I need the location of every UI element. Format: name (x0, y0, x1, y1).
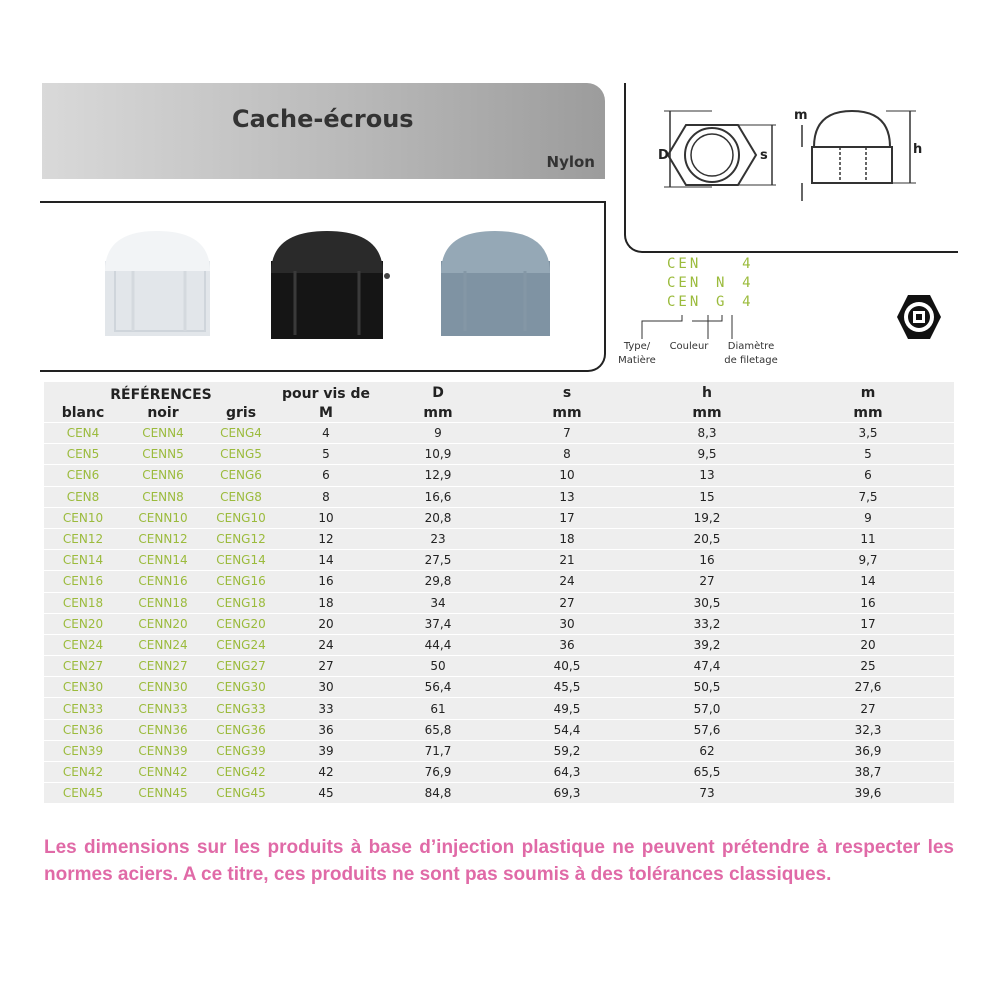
value-cell: 19,2 (632, 507, 782, 528)
table-row (44, 444, 954, 465)
value-cell: 27,5 (374, 550, 502, 571)
reference-cell: CEN36 (44, 719, 122, 740)
reference-cell: CEN20 (44, 613, 122, 634)
value-cell: 23 (374, 528, 502, 549)
value-cell: 69,3 (502, 783, 632, 804)
value-cell: 14 (278, 550, 374, 571)
value-cell: 27 (278, 656, 374, 677)
value-cell: 7 (502, 423, 632, 444)
value-cell: 3,5 (782, 423, 954, 444)
reference-cell: CENG12 (204, 528, 278, 549)
table-row (44, 613, 954, 634)
reference-cell: CEN33 (44, 698, 122, 719)
reference-cell: CENN14 (122, 550, 204, 571)
value-cell: 20 (782, 634, 954, 655)
technical-diagram (624, 83, 958, 253)
reference-cell: CENG30 (204, 677, 278, 698)
reference-cell: CENG8 (204, 486, 278, 507)
reference-cell: CENG18 (204, 592, 278, 613)
reference-cell: CEN6 (44, 465, 122, 486)
value-cell: 56,4 (374, 677, 502, 698)
value-cell: 8 (502, 444, 632, 465)
legend-type-label: Type/ Matière (618, 341, 656, 366)
reference-cell: CENG45 (204, 783, 278, 804)
value-cell: 21 (502, 550, 632, 571)
reference-cell: CEN12 (44, 528, 122, 549)
value-cell: 76,9 (374, 762, 502, 783)
table-row (44, 592, 954, 613)
dimension-drawing (626, 83, 956, 248)
value-cell: 73 (632, 783, 782, 804)
table-row (44, 528, 954, 549)
reference-cell: CEN42 (44, 762, 122, 783)
table-row (44, 783, 954, 804)
value-cell: 16 (782, 592, 954, 613)
value-cell: 13 (632, 465, 782, 486)
reference-cell: CENN39 (122, 740, 204, 761)
table-row (44, 571, 954, 592)
value-cell: 65,8 (374, 719, 502, 740)
reference-cell: CENN18 (122, 592, 204, 613)
value-cell: 8 (278, 486, 374, 507)
value-cell: 54,4 (502, 719, 632, 740)
col-h-header: h (632, 382, 782, 404)
value-cell: 65,5 (632, 762, 782, 783)
dim-s-label: s (760, 148, 768, 163)
value-cell: 7,5 (782, 486, 954, 507)
value-cell: 18 (278, 592, 374, 613)
black-cap-image (265, 231, 395, 351)
value-cell: 20,8 (374, 507, 502, 528)
reference-cell: CENN24 (122, 634, 204, 655)
reference-cell: CEN27 (44, 656, 122, 677)
reference-cell: CENG36 (204, 719, 278, 740)
reference-cell: CENN30 (122, 677, 204, 698)
value-cell: 33,2 (632, 613, 782, 634)
product-photos (40, 201, 606, 372)
reference-cell: CEN45 (44, 783, 122, 804)
reference-cell: CENG27 (204, 656, 278, 677)
value-cell: 39,6 (782, 783, 954, 804)
value-cell: 5 (782, 444, 954, 465)
reference-cell: CEN18 (44, 592, 122, 613)
reference-cell: CENN36 (122, 719, 204, 740)
code-example-1: CEN 4 (667, 256, 754, 272)
value-cell: 45,5 (502, 677, 632, 698)
reference-cell: CENG4 (204, 423, 278, 444)
col-h-unit: mm (632, 404, 782, 423)
reference-cell: CENN6 (122, 465, 204, 486)
value-cell: 20,5 (632, 528, 782, 549)
reference-cell: CENG33 (204, 698, 278, 719)
col-D-header: D (374, 382, 502, 404)
value-cell: 39,2 (632, 634, 782, 655)
page-title: Cache-écrous (232, 105, 414, 133)
value-cell: 38,7 (782, 762, 954, 783)
table-row (44, 507, 954, 528)
reference-cell: CENN16 (122, 571, 204, 592)
dim-h-label: h (913, 142, 923, 157)
screw-header-line2: M (278, 404, 374, 423)
reference-cell: CENG5 (204, 444, 278, 465)
reference-cell: CEN16 (44, 571, 122, 592)
col-s-header: s (502, 382, 632, 404)
value-cell: 10,9 (374, 444, 502, 465)
value-cell: 8,3 (632, 423, 782, 444)
hex-socket-icon (894, 292, 944, 342)
value-cell: 6 (782, 465, 954, 486)
value-cell: 42 (278, 762, 374, 783)
value-cell: 49,5 (502, 698, 632, 719)
value-cell: 33 (278, 698, 374, 719)
reference-cell: CENG16 (204, 571, 278, 592)
value-cell: 9 (374, 423, 502, 444)
value-cell: 36 (278, 719, 374, 740)
value-cell: 24 (278, 634, 374, 655)
value-cell: 44,4 (374, 634, 502, 655)
value-cell: 47,4 (632, 656, 782, 677)
value-cell: 61 (374, 698, 502, 719)
table-row (44, 423, 954, 444)
table-row (44, 698, 954, 719)
reference-cell: CENG24 (204, 634, 278, 655)
specification-table (44, 382, 954, 803)
value-cell: 40,5 (502, 656, 632, 677)
col-m-unit: mm (782, 404, 954, 423)
value-cell: 15 (632, 486, 782, 507)
value-cell: 29,8 (374, 571, 502, 592)
table-row (44, 719, 954, 740)
code-example-3: CEN G 4 (667, 294, 754, 310)
table-row (44, 656, 954, 677)
value-cell: 27,6 (782, 677, 954, 698)
reference-cell: CEN39 (44, 740, 122, 761)
reference-cell: CENN42 (122, 762, 204, 783)
value-cell: 12 (278, 528, 374, 549)
value-cell: 32,3 (782, 719, 954, 740)
value-cell: 9,7 (782, 550, 954, 571)
col-gris-header: gris (204, 404, 278, 423)
reference-cell: CENG14 (204, 550, 278, 571)
value-cell: 50,5 (632, 677, 782, 698)
white-cap-image (95, 231, 225, 351)
table-row (44, 550, 954, 571)
material-label: Nylon (546, 153, 595, 171)
reference-cell: CEN4 (44, 423, 122, 444)
grey-cap-image (435, 231, 565, 351)
table-row (44, 677, 954, 698)
value-cell: 6 (278, 465, 374, 486)
value-cell: 10 (278, 507, 374, 528)
reference-cell: CEN10 (44, 507, 122, 528)
value-cell: 34 (374, 592, 502, 613)
value-cell: 39 (278, 740, 374, 761)
value-cell: 36,9 (782, 740, 954, 761)
reference-cell: CENN8 (122, 486, 204, 507)
value-cell: 17 (782, 613, 954, 634)
value-cell: 30 (502, 613, 632, 634)
reference-cell: CENN45 (122, 783, 204, 804)
reference-cell: CEN14 (44, 550, 122, 571)
value-cell: 64,3 (502, 762, 632, 783)
value-cell: 36 (502, 634, 632, 655)
value-cell: 27 (632, 571, 782, 592)
value-cell: 10 (502, 465, 632, 486)
table-row (44, 762, 954, 783)
value-cell: 27 (502, 592, 632, 613)
legend-diameter-label: Diamètre de filetage (724, 341, 778, 366)
reference-cell: CENG42 (204, 762, 278, 783)
reference-cell: CENG10 (204, 507, 278, 528)
value-cell: 14 (782, 571, 954, 592)
value-cell: 11 (782, 528, 954, 549)
col-noir-header: noir (122, 404, 204, 423)
col-blanc-header: blanc (44, 404, 122, 423)
value-cell: 57,6 (632, 719, 782, 740)
reference-cell: CENN5 (122, 444, 204, 465)
value-cell: 45 (278, 783, 374, 804)
value-cell: 30,5 (632, 592, 782, 613)
value-cell: 16 (278, 571, 374, 592)
reference-code-legend (612, 255, 802, 370)
reference-cell: CENN27 (122, 656, 204, 677)
value-cell: 12,9 (374, 465, 502, 486)
reference-cell: CEN30 (44, 677, 122, 698)
reference-cell: CENN33 (122, 698, 204, 719)
value-cell: 24 (502, 571, 632, 592)
value-cell: 27 (782, 698, 954, 719)
value-cell: 57,0 (632, 698, 782, 719)
disclaimer-note: Les dimensions sur les produits à base d’injection plastique ne peuvent prétendre à respecter les normes aciers. A ce titre, ces produits ne sont pas soumis à des tolérances classiques. (44, 837, 954, 885)
screw-header-line1: pour vis de (278, 382, 374, 404)
reference-cell: CENN12 (122, 528, 204, 549)
value-cell: 16 (632, 550, 782, 571)
value-cell: 9,5 (632, 444, 782, 465)
value-cell: 59,2 (502, 740, 632, 761)
table-row (44, 486, 954, 507)
table-row (44, 634, 954, 655)
reference-cell: CEN24 (44, 634, 122, 655)
value-cell: 16,6 (374, 486, 502, 507)
value-cell: 17 (502, 507, 632, 528)
references-header: RÉFÉRENCES (44, 382, 278, 404)
table-row (44, 740, 954, 761)
reference-cell: CENN4 (122, 423, 204, 444)
code-example-2: CEN N 4 (667, 275, 754, 291)
dim-D-label: D (658, 148, 669, 163)
table-row (44, 465, 954, 486)
col-m-header: m (782, 382, 954, 404)
reference-cell: CENG20 (204, 613, 278, 634)
reference-cell: CENN10 (122, 507, 204, 528)
col-s-unit: mm (502, 404, 632, 423)
value-cell: 18 (502, 528, 632, 549)
col-D-unit: mm (374, 404, 502, 423)
legend-color-label: Couleur (669, 341, 709, 352)
value-cell: 4 (278, 423, 374, 444)
reference-cell: CEN8 (44, 486, 122, 507)
value-cell: 62 (632, 740, 782, 761)
value-cell: 50 (374, 656, 502, 677)
reference-cell: CENN20 (122, 613, 204, 634)
reference-cell: CENG6 (204, 465, 278, 486)
header-banner (42, 83, 605, 179)
value-cell: 71,7 (374, 740, 502, 761)
dim-m-label: m (794, 108, 808, 123)
value-cell: 37,4 (374, 613, 502, 634)
reference-cell: CEN5 (44, 444, 122, 465)
value-cell: 84,8 (374, 783, 502, 804)
reference-cell: CENG39 (204, 740, 278, 761)
value-cell: 25 (782, 656, 954, 677)
value-cell: 5 (278, 444, 374, 465)
value-cell: 9 (782, 507, 954, 528)
value-cell: 20 (278, 613, 374, 634)
value-cell: 13 (502, 486, 632, 507)
value-cell: 30 (278, 677, 374, 698)
legend-connector-lines (612, 313, 802, 343)
